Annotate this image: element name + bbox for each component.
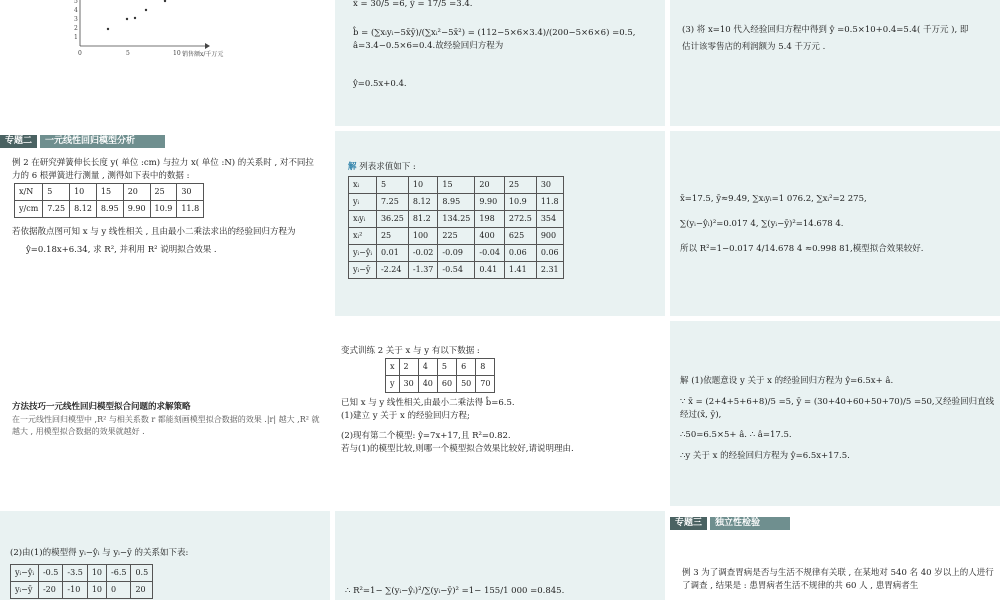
table-cell: 8 (476, 358, 495, 375)
exercise-line-1: 已知 x 与 y 线性相关,由最小二乘法得 b̂=6.5. (341, 397, 515, 408)
table-row (349, 227, 564, 244)
table-cell: -0.54 (438, 261, 475, 278)
exercise-solution-tile (670, 321, 1000, 506)
table-cell: 30 (536, 176, 563, 193)
table-cell: 50 (457, 375, 476, 392)
table-cell: yᵢ−ŷᵢ (11, 564, 39, 581)
table-cell: 20 (475, 176, 505, 193)
example-2-tile (0, 131, 330, 316)
sum-line: x̄=17.5, ȳ≈9.49, ∑xᵢyᵢ=1 076.2, ∑xᵢ²=2 275, (680, 194, 867, 204)
table-cell: -0.5 (38, 564, 62, 581)
table-cell: 25 (376, 227, 408, 244)
slope-line: b̂ = (∑xᵢyᵢ−5x̄ȳ)/(∑xᵢ²−5x̄²) = (112−5×6×3.4)/(200−5×6×6) =0.5, â=3.4−0.5×6=0.4.故经验回归方程为 (353, 27, 636, 51)
table-cell: 10 (87, 581, 106, 598)
section-title: 一元线性回归模型分析 (40, 135, 165, 148)
prediction-conclusion: 估计该零售店的利润额为 5.4 千万元 . (682, 41, 826, 52)
table-cell: -0.02 (408, 244, 438, 261)
table-cell: -2.24 (376, 261, 408, 278)
x-tick-label: 10 (173, 50, 181, 57)
y-tick-label: 5 (74, 0, 78, 5)
table-cell: 9.90 (123, 200, 150, 217)
section-title: 独立性检验 (710, 517, 790, 530)
exercise-data-table (385, 358, 495, 393)
table-cell: 40 (418, 375, 437, 392)
solution-label: 解 (348, 162, 357, 172)
table-cell: 10 (408, 176, 438, 193)
table-cell: 2.31 (536, 261, 563, 278)
table-row (15, 200, 204, 217)
r-squared-compare-tile (335, 511, 665, 600)
residual-line: ∑(yᵢ−ŷᵢ)²=0.017 4, ∑(yᵢ−ȳ)²=14.678 4. (680, 218, 844, 229)
table-cell: 25 (150, 183, 177, 200)
scatter-point (164, 0, 166, 2)
table-cell: 30 (399, 375, 418, 392)
prediction-line: (3) 将 x=10 代入经验回归方程中得到 ŷ =0.5×10+0.4=5.4( 千万元 ), 即 (682, 25, 969, 35)
table-cell: x (386, 358, 400, 375)
table-cell: yᵢ−ȳ (11, 581, 39, 598)
y-tick-labels (74, 0, 78, 41)
table-cell: y (386, 375, 400, 392)
table-cell: 2 (399, 358, 418, 375)
table-cell: yᵢ−ȳ (349, 261, 377, 278)
example-2-task: ŷ=0.18x+6.34, 求 R², 并利用 R² 说明拟合效果 . (26, 245, 217, 256)
exercise-2-title: 变式训练 2 关于 x 与 y 有以下数据 : (341, 346, 480, 356)
table-row (349, 210, 564, 227)
table-row (349, 261, 564, 278)
method-tile (0, 321, 330, 506)
y-tick-label: 3 (74, 16, 78, 23)
residual-table (10, 564, 153, 599)
solution-step-1: 解 (1)依题意设 y 关于 x 的经验回归方程为 ŷ=6.5x+ â. (680, 376, 894, 386)
x-tick-label: 5 (126, 50, 130, 57)
section-banner (670, 517, 790, 530)
method-title: 方法技巧一元线性回归模型拟合问题的求解策略 (12, 402, 191, 412)
table-cell: yᵢ−ŷᵢ (349, 244, 377, 261)
solution-step-3: ∴50=6.5×5+ â. ∴ â=17.5. (680, 430, 792, 441)
method-body: 在一元线性回归模型中 ,R² 与相关系数 r 都能刻画模型拟合数据的效果 .|r| 越大 ,R² 就越大 , 用模型拟合数据的效果就越好 . (12, 414, 320, 436)
solution-tile-1 (335, 0, 665, 126)
table-cell: -6.5 (107, 564, 131, 581)
scatter-point (107, 28, 109, 30)
table-cell: 198 (475, 210, 505, 227)
table-cell: 20 (123, 183, 150, 200)
table-cell: 900 (536, 227, 563, 244)
table-row (386, 375, 495, 392)
table-row (349, 193, 564, 210)
table-cell: 70 (476, 375, 495, 392)
table-cell: 10.9 (150, 200, 177, 217)
table-cell: 6 (457, 358, 476, 375)
table-row (349, 176, 564, 193)
table-cell: yᵢ (349, 193, 377, 210)
table-cell: 81.2 (408, 210, 438, 227)
scatter-point (126, 18, 128, 20)
table-cell: y/cm (15, 200, 43, 217)
section-banner (0, 135, 165, 148)
table-cell: 8.95 (96, 200, 123, 217)
y-tick-label: 1 (74, 34, 78, 41)
table-cell: 15 (438, 176, 475, 193)
table-cell: 0.5 (131, 564, 153, 581)
table-cell: 11.8 (536, 193, 563, 210)
exercise-line-4: 若与(1)的模型比较,则哪一个模型拟合效果比较好,请说明理由. (341, 444, 574, 454)
table-cell: 20 (131, 581, 153, 598)
solution-tile-2 (670, 0, 1000, 126)
x-tick-labels (78, 50, 181, 57)
table-row (11, 564, 153, 581)
table-cell: x/N (15, 183, 43, 200)
table-cell: 4 (418, 358, 437, 375)
table-cell: 272.5 (504, 210, 536, 227)
scatter-point (145, 9, 147, 11)
r-squared-conclusion: 所以 R²=1−0.017 4/14.678 4 ≈0.998 81,模型拟合效果较好. (680, 243, 924, 254)
table-cell: -0.09 (438, 244, 475, 261)
table-cell: 134.25 (438, 210, 475, 227)
table-cell: 36.25 (376, 210, 408, 227)
table-cell: 9.90 (475, 193, 505, 210)
solution-step-2: ∵ x̄ = (2+4+5+6+8)/5 =5, ȳ = (30+40+60+50+70)/5 =50,又经验回归直线经过(x̄, ȳ), (680, 396, 995, 420)
table-cell: 400 (475, 227, 505, 244)
table-cell: 354 (536, 210, 563, 227)
residual-table-tile (0, 511, 330, 600)
y-tick-label: 2 (74, 25, 78, 32)
x-tick-label: 0 (78, 50, 82, 57)
table-cell: -1.37 (408, 261, 438, 278)
table-cell: 100 (408, 227, 438, 244)
table-cell: 10.9 (504, 193, 536, 210)
section-number: 专题三 (670, 517, 707, 530)
table-cell: 15 (96, 183, 123, 200)
table-row (11, 581, 153, 598)
scatter-tile (0, 0, 330, 126)
table-cell: xᵢ (349, 176, 377, 193)
table-cell: 5 (437, 358, 456, 375)
table-row (386, 358, 495, 375)
residual-intro: (2)由(1)的模型得 yᵢ−ŷᵢ 与 yᵢ−ȳ 的关系如下表: (10, 548, 189, 558)
table-cell: 10 (70, 183, 97, 200)
spring-data-table (14, 183, 204, 218)
table-cell: 0.41 (475, 261, 505, 278)
table-cell: 7.25 (43, 200, 70, 217)
table-cell: 0.01 (376, 244, 408, 261)
table-cell: 0.06 (536, 244, 563, 261)
r-squared-formula: ∴ R²=1− ∑(yᵢ−ŷᵢ)²/∑(yᵢ−ȳ)² =1− 155/1 000 =0.845. (345, 586, 565, 596)
table-cell: 1.41 (504, 261, 536, 278)
exercise-line-3: (2)现有第二个模型: ŷ=7x+17,且 R²=0.82. (341, 431, 511, 442)
table-cell: 30 (177, 183, 204, 200)
scatter-plot (0, 0, 330, 126)
table-cell: 0 (107, 581, 131, 598)
x-axis-label: 销售额x/千万元 (182, 51, 224, 58)
exercise-line-2: (1)建立 y 关于 x 的经验回归方程; (341, 410, 470, 421)
example-2-question: 若依据散点图可知 x 与 y 线性相关 , 且由最小二乘法求出的经验回归方程为 (12, 226, 296, 237)
table-cell: -0.04 (475, 244, 505, 261)
table-cell: 625 (504, 227, 536, 244)
table-cell: xᵢ² (349, 227, 377, 244)
table-cell: 25 (504, 176, 536, 193)
table-cell: 60 (437, 375, 456, 392)
r-squared-tile (670, 131, 1000, 316)
table-cell: 5 (43, 183, 70, 200)
table-row (349, 244, 564, 261)
table-cell: 8.12 (408, 193, 438, 210)
table-cell: 5 (376, 176, 408, 193)
table-cell: xᵢyᵢ (349, 210, 377, 227)
solution-step-4: ∴y 关于 x 的经验回归方程为 ŷ=6.5x+17.5. (680, 451, 850, 461)
section-number: 专题二 (0, 135, 37, 148)
example-2-intro: 例 2 在研究弹簧伸长长度 y( 单位 :cm) 与拉力 x( 单位 :N) 的关系时 , 对不同拉力的 6 根弹簧进行测量 , 测得如下表中的数据 : (12, 158, 314, 181)
solution-table-tile (335, 131, 665, 316)
mean-line: x̄ = 30/5 =6, ȳ = 17/5 =3.4. (353, 0, 473, 9)
table-cell: 8.95 (438, 193, 475, 210)
solution-intro: 列表求值如下 : (359, 162, 416, 172)
table-cell: 225 (438, 227, 475, 244)
table-cell: 10 (87, 564, 106, 581)
exercise-2-tile (335, 321, 665, 506)
table-cell: 7.25 (376, 193, 408, 210)
table-cell: -3.5 (63, 564, 87, 581)
table-row (15, 183, 204, 200)
table-cell: -20 (38, 581, 62, 598)
regression-equation: ŷ=0.5x+0.4. (353, 79, 407, 90)
scatter-point (134, 17, 136, 19)
table-cell: -10 (63, 581, 87, 598)
computed-values-table (348, 176, 564, 279)
table-cell: 0.06 (504, 244, 536, 261)
table-cell: 11.8 (177, 200, 204, 217)
example-3-tile (670, 511, 1000, 600)
table-cell: 8.12 (70, 200, 97, 217)
example-3-intro: 例 3 为了调查胃病是否与生活不规律有关联 , 在某地对 540 名 40 岁以上的人进行了调查 , 结果是 : 患胃病者生活不规律的共 60 人 , 患胃病者生 (682, 568, 994, 591)
y-tick-label: 4 (74, 7, 78, 14)
